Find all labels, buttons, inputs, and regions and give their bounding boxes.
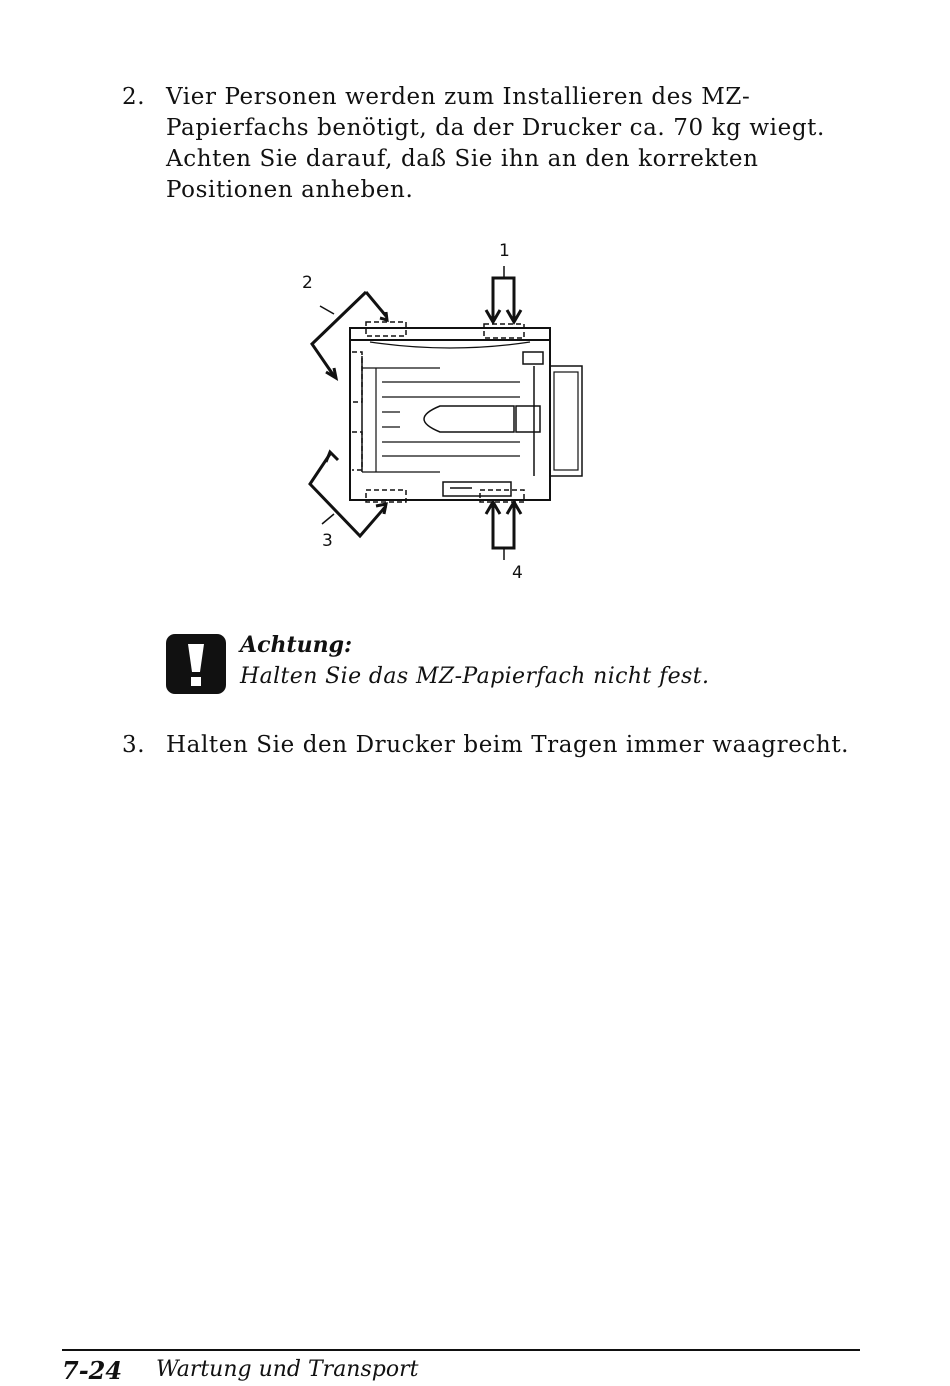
section-title: Wartung und Transport <box>156 1357 419 1382</box>
step-3 <box>122 730 862 761</box>
page-number: 7-24 <box>62 1356 123 1385</box>
exclamation-icon <box>166 634 226 694</box>
step-number: 2. <box>122 84 146 110</box>
callout-1: 1 <box>499 241 510 261</box>
step-number: 3. <box>122 732 146 758</box>
step-text: Halten Sie den Drucker beim Tragen immer waagrecht. <box>166 732 850 758</box>
step-text: Vier Personen werden zum Installieren des MZ-Papierfachs benötigt, da der Drucker ca. 70 kg wiegt. Achten Sie darauf, daß Sie ihn an den korrekten Positionen anheben. <box>166 84 825 203</box>
caution-text: Halten Sie das MZ-Papierfach nicht fest. <box>240 664 710 689</box>
callout-4: 4 <box>512 563 523 583</box>
footer-divider <box>62 1349 860 1351</box>
printer-lifting-diagram <box>290 232 600 592</box>
callout-3: 3 <box>322 531 333 551</box>
callout-2: 2 <box>302 273 313 293</box>
caution-title: Achtung: <box>240 632 353 658</box>
step-2 <box>122 82 862 206</box>
printer-top-view-diagram-icon <box>290 232 600 592</box>
